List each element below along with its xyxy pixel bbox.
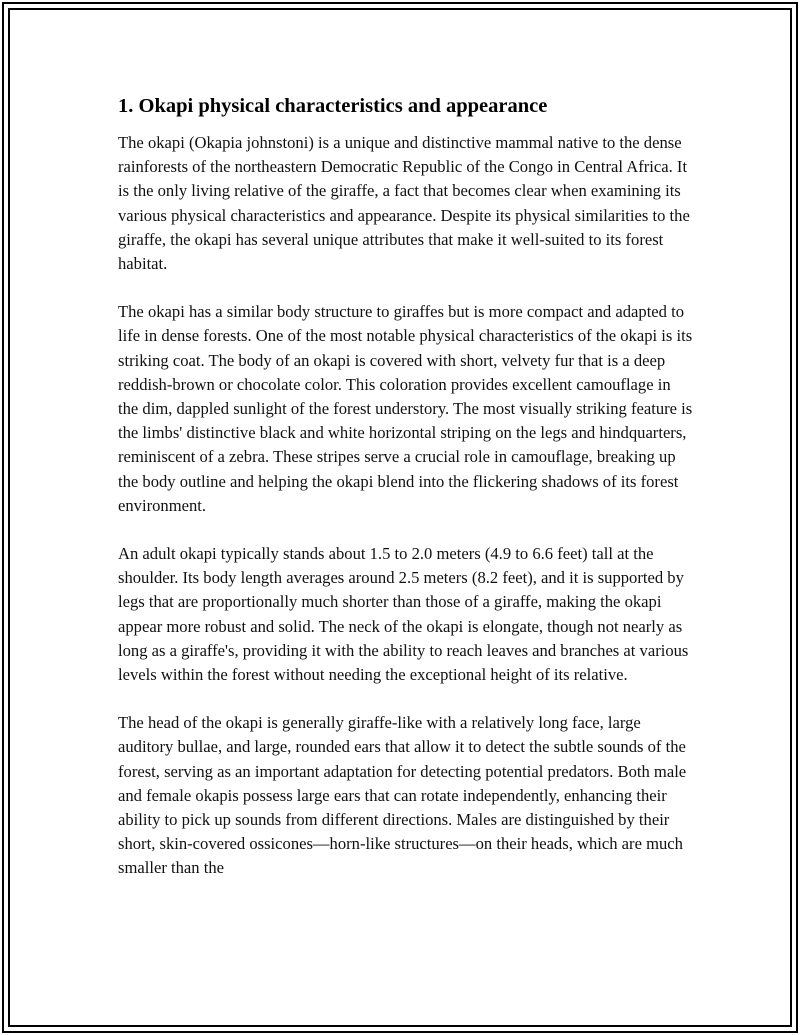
paragraph-intro: The okapi (Okapia johnstoni) is a unique and distinctive mammal native to the dense rainforests of the northeastern Democratic Republic of the Congo in Central Africa. It is the only living relative of the giraffe, a fact that becomes clear when examining its various physical characteristics and appearance. Despite its physical similarities to the giraffe, the okapi has several unique attributes that make it well-suited to its forest habitat. <box>118 133 690 274</box>
paragraph-size: An adult okapi typically stands about 1.5 to 2.0 meters (4.9 to 6.6 feet) tall at the shoulder. Its body length averages around 2.5 meters (8.2 feet), and it is supported by legs that are proportionally much shorter than those of a giraffe, making the okapi appear more robust and solid. The neck of the okapi is elongate, though not nearly as long as a giraffe's, providing it with the ability to reach leaves and branches at various levels within the forest without needing the exceptional height of its relative. <box>118 544 689 685</box>
paragraph-coat: The okapi has a similar body structure to giraffes but is more compact and adapted to life in dense forests. One of the most notable physical characteristics of the okapi is its striking coat. The body of an okapi is covered with short, velvety fur that is a deep reddish-brown or chocolate color. This coloration provides excellent camouflage in the dim, dappled sunlight of the forest understory. The most visually striking feature is the limbs' distinctive black and white horizontal striping on the legs and hindquarters, reminiscent of a zebra. These stripes serve a crucial role in camouflage, breaking up the body outline and helping the okapi blend into the flickering shadows of its forest environment. <box>118 302 693 515</box>
paragraph-head: The head of the okapi is generally giraffe-like with a relatively long face, large auditory bullae, and large, rounded ears that allow it to detect the subtle sounds of the forest, serving as an important adaptation for detecting potential predators. Both male and female okapis possess large ears that can rotate independently, enhancing their ability to pick up sounds from different directions. Males are distinguished by their short, skin-covered ossicones—horn-like structures—on their heads, which are much smaller than the <box>118 713 687 878</box>
section-heading: 1. Okapi physical characteristics and appearance <box>118 95 548 117</box>
document-body <box>118 94 693 905</box>
